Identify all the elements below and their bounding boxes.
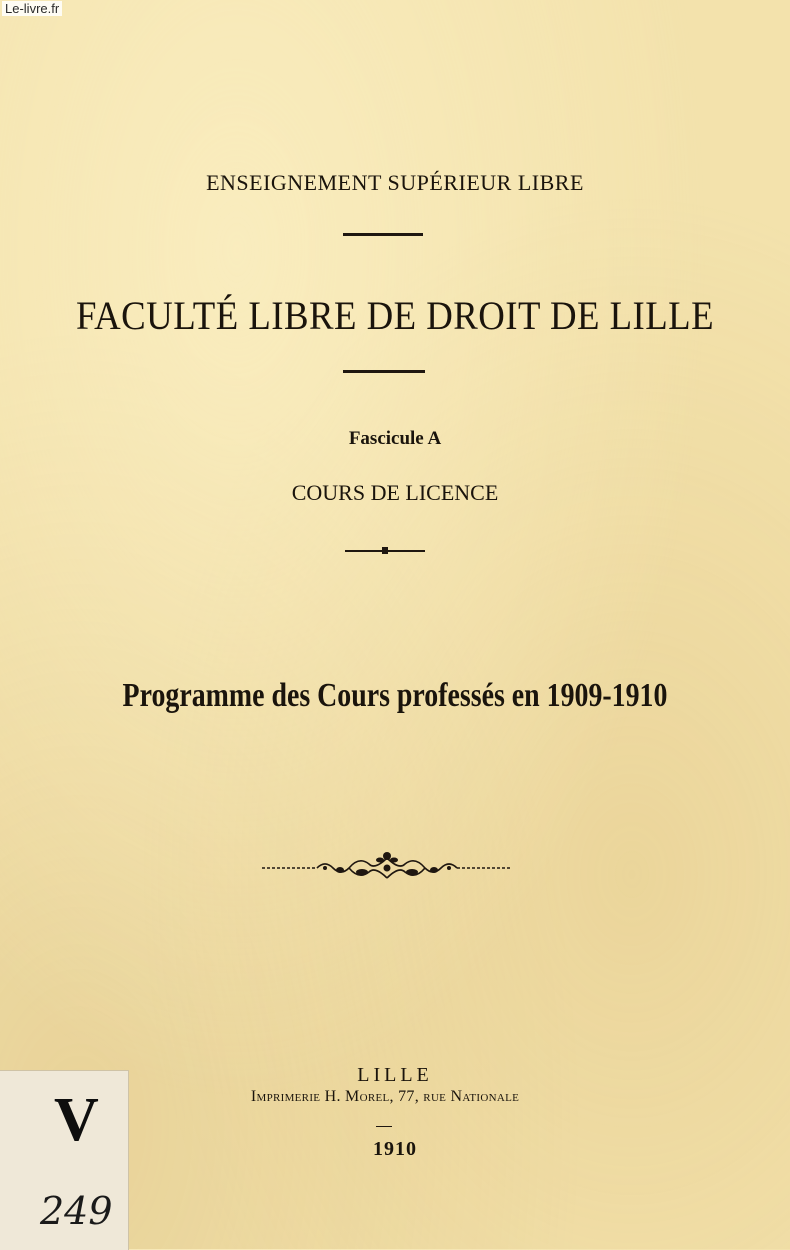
divider-ornament (382, 547, 388, 554)
floral-ornament-icon (262, 846, 512, 890)
shelf-letter: V (54, 1086, 99, 1154)
institution-heading: ENSEIGNEMENT SUPÉRIEUR LIBRE (206, 170, 584, 195)
imprint-year: 1910 (373, 1138, 417, 1160)
imprint-printer: Imprimerie H. Morel, 77, rue Nationale (250, 1088, 520, 1105)
faculty-title: FACULTÉ LIBRE DE DROIT DE LILLE (75, 293, 715, 338)
library-shelf-label (0, 1070, 129, 1250)
imprint-city: LILLE (357, 1064, 433, 1086)
main-title: Programme des Cours professés en 1909-1910 (122, 677, 668, 714)
divider-rule (343, 233, 423, 236)
shelf-number: 249 (40, 1189, 113, 1233)
watermark: Le-livre.fr (2, 1, 62, 16)
course-label: COURS DE LICENCE (291, 480, 499, 505)
divider-rule (376, 1126, 392, 1127)
divider-rule (343, 370, 425, 373)
fascicule-label: Fascicule A (348, 428, 442, 449)
